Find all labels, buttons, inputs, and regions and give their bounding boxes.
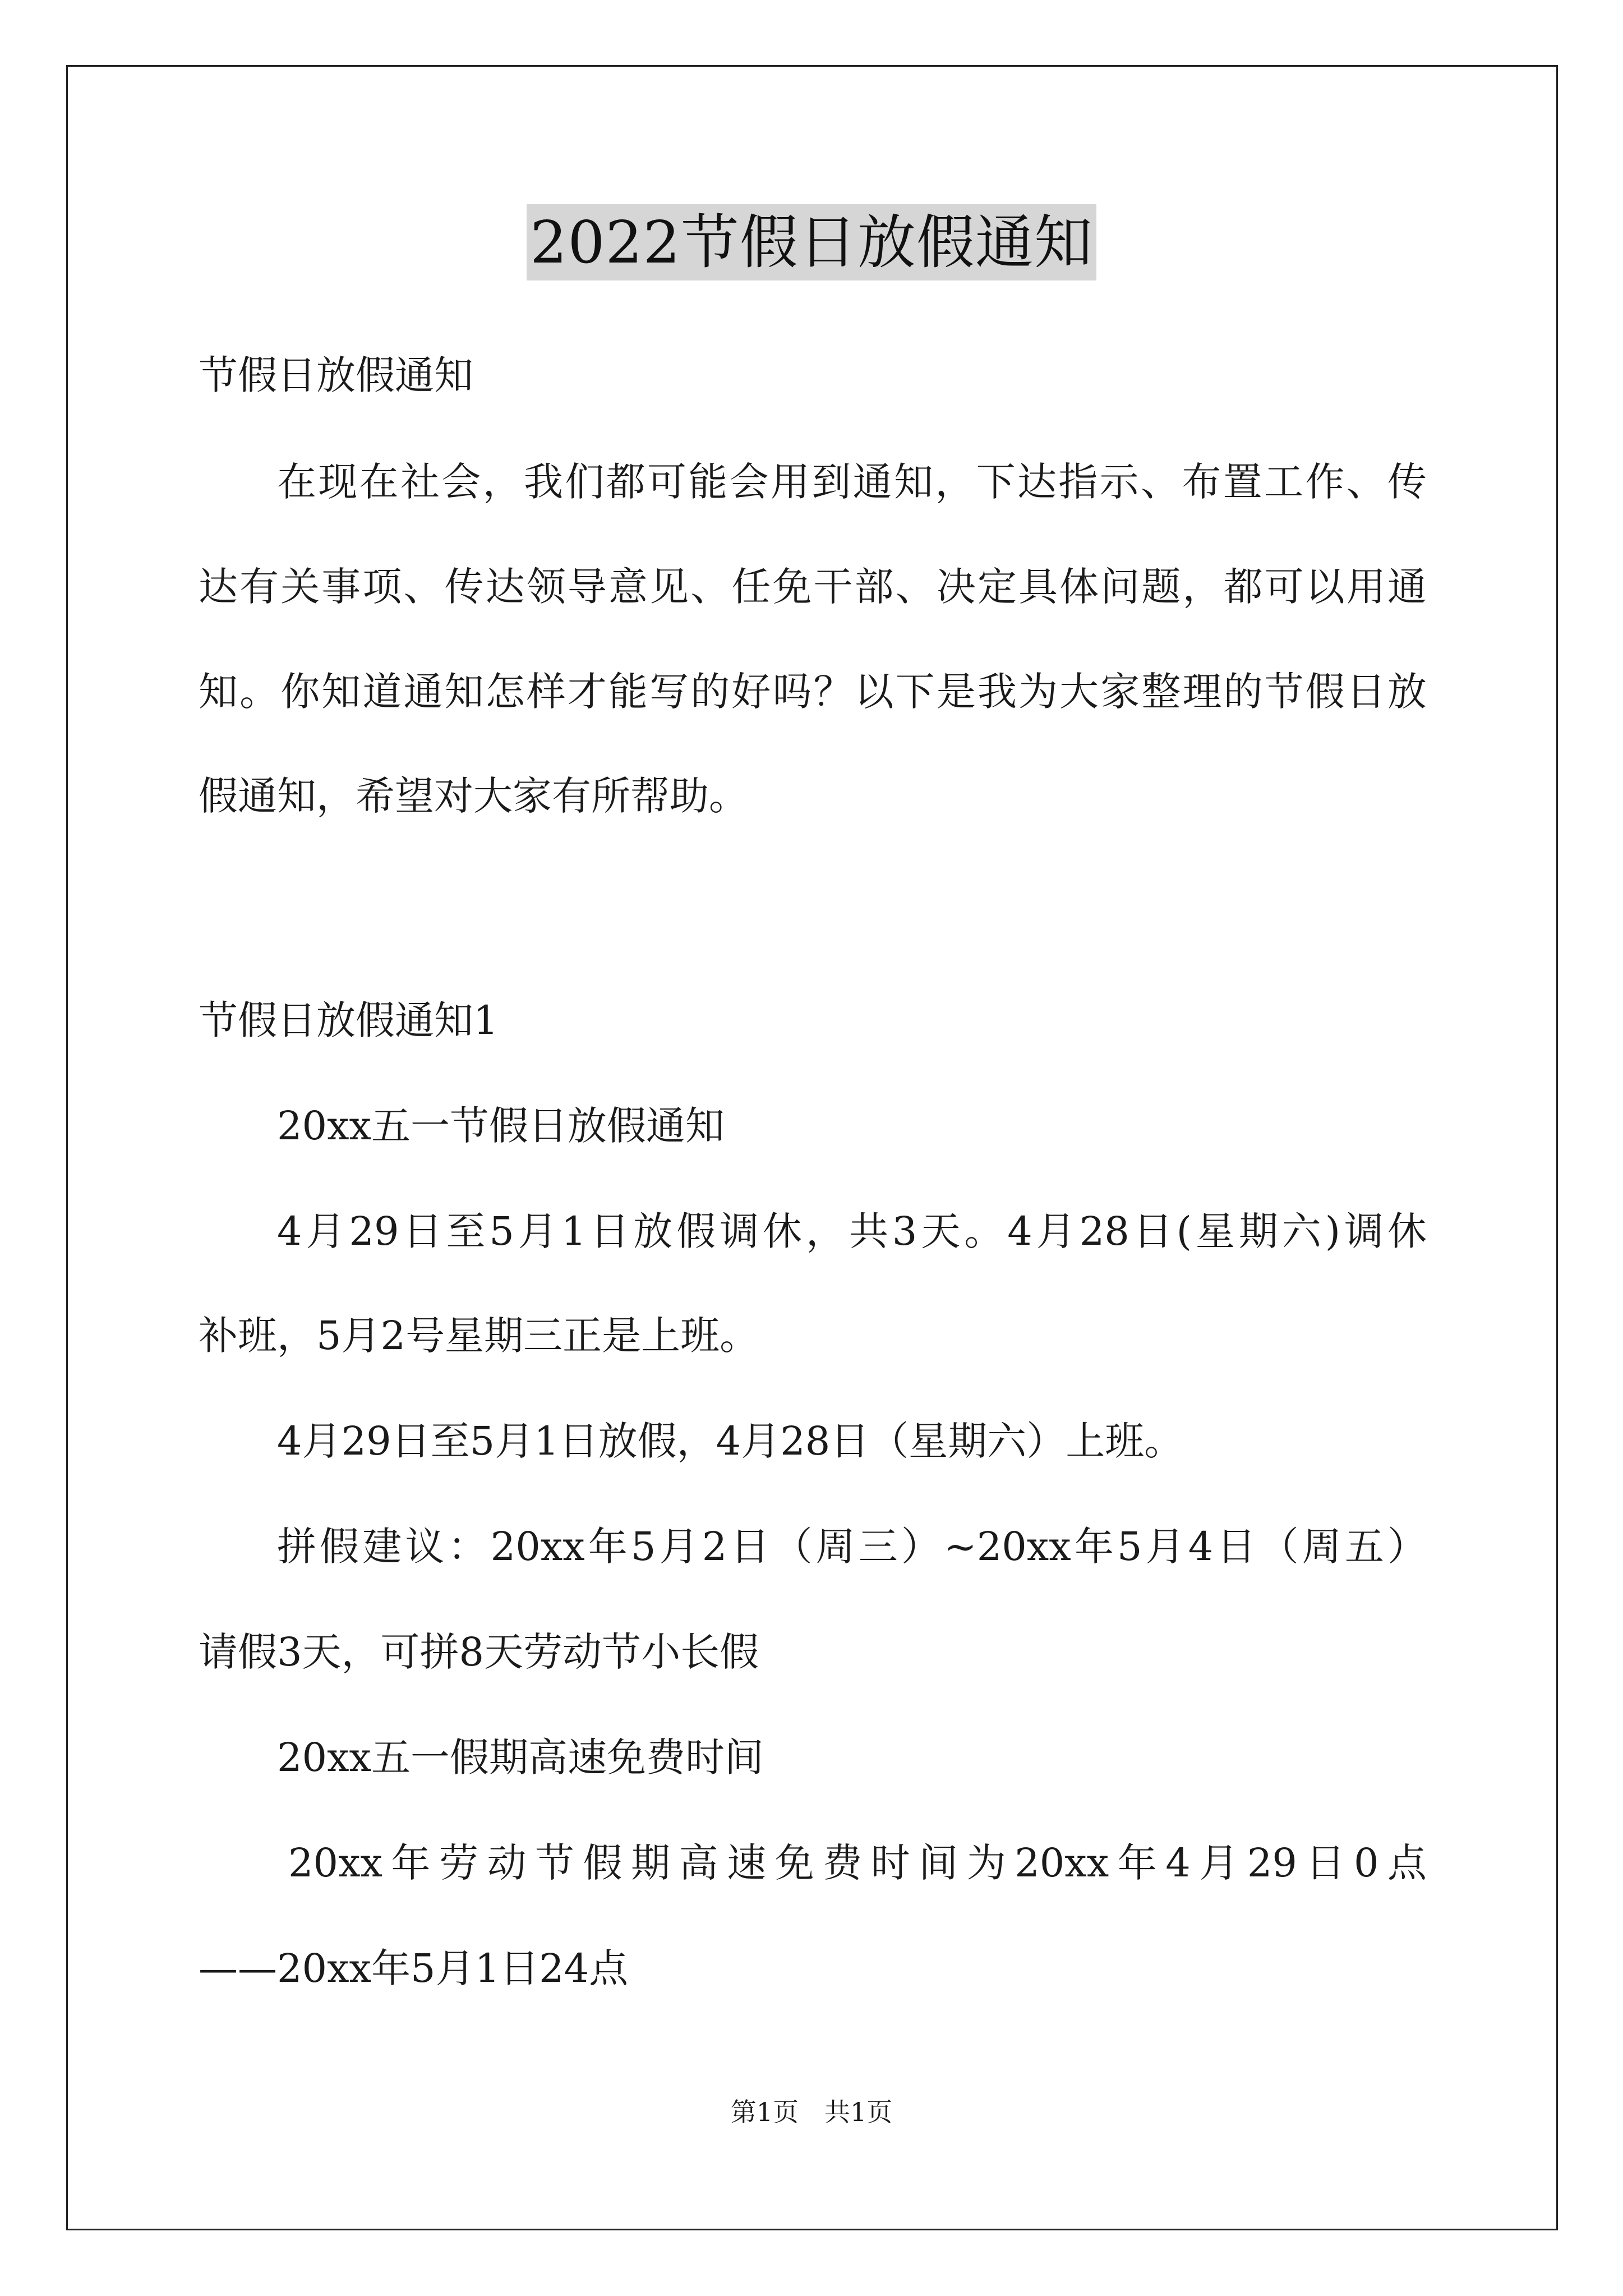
section-heading: 节假日放假通知 <box>199 352 473 398</box>
body-line: 4月29日至5月1日放假调休，共3天。4月28日(星期六)调休 <box>277 1208 1427 1254</box>
title-container <box>0 204 1623 280</box>
body-line: 补班，5月2号星期三正是上班。 <box>199 1313 759 1359</box>
body-line: 4月29日至5月1日放假，4月28日（星期六）上班。 <box>277 1418 1184 1464</box>
subheading: 20xx五一假期高速免费时间 <box>277 1734 764 1780</box>
body-line: 20xx年劳动节假期高速免费时间为20xx年4月29日0点 <box>288 1840 1427 1886</box>
document-title: 2022节假日放假通知 <box>527 204 1096 280</box>
page-number-current: 第1页 <box>730 2097 799 2127</box>
intro-paragraph-line: 在现在社会，我们都可能会用到通知，下达指示、布置工作、传 <box>277 459 1427 505</box>
intro-paragraph-line: 达有关事项、传达领导意见、任免干部、决定具体问题，都可以用通 <box>199 564 1427 610</box>
page-footer <box>0 2095 1623 2129</box>
body-line: ——20xx年5月1日24点 <box>199 1945 629 1991</box>
intro-paragraph-line: 假通知，希望对大家有所帮助。 <box>199 773 748 819</box>
body-line: 拼假建议：20xx年5月2日（周三）~20xx年5月4日（周五） <box>277 1524 1427 1570</box>
body-line: 请假3天，可拼8天劳动节小长假 <box>199 1629 759 1675</box>
intro-paragraph-line: 知。你知道通知怎样才能写的好吗？以下是我为大家整理的节假日放 <box>199 669 1427 715</box>
page-number-total: 共1页 <box>824 2097 893 2127</box>
subheading: 20xx五一节假日放假通知 <box>277 1103 725 1149</box>
section-heading: 节假日放假通知1 <box>199 997 499 1043</box>
